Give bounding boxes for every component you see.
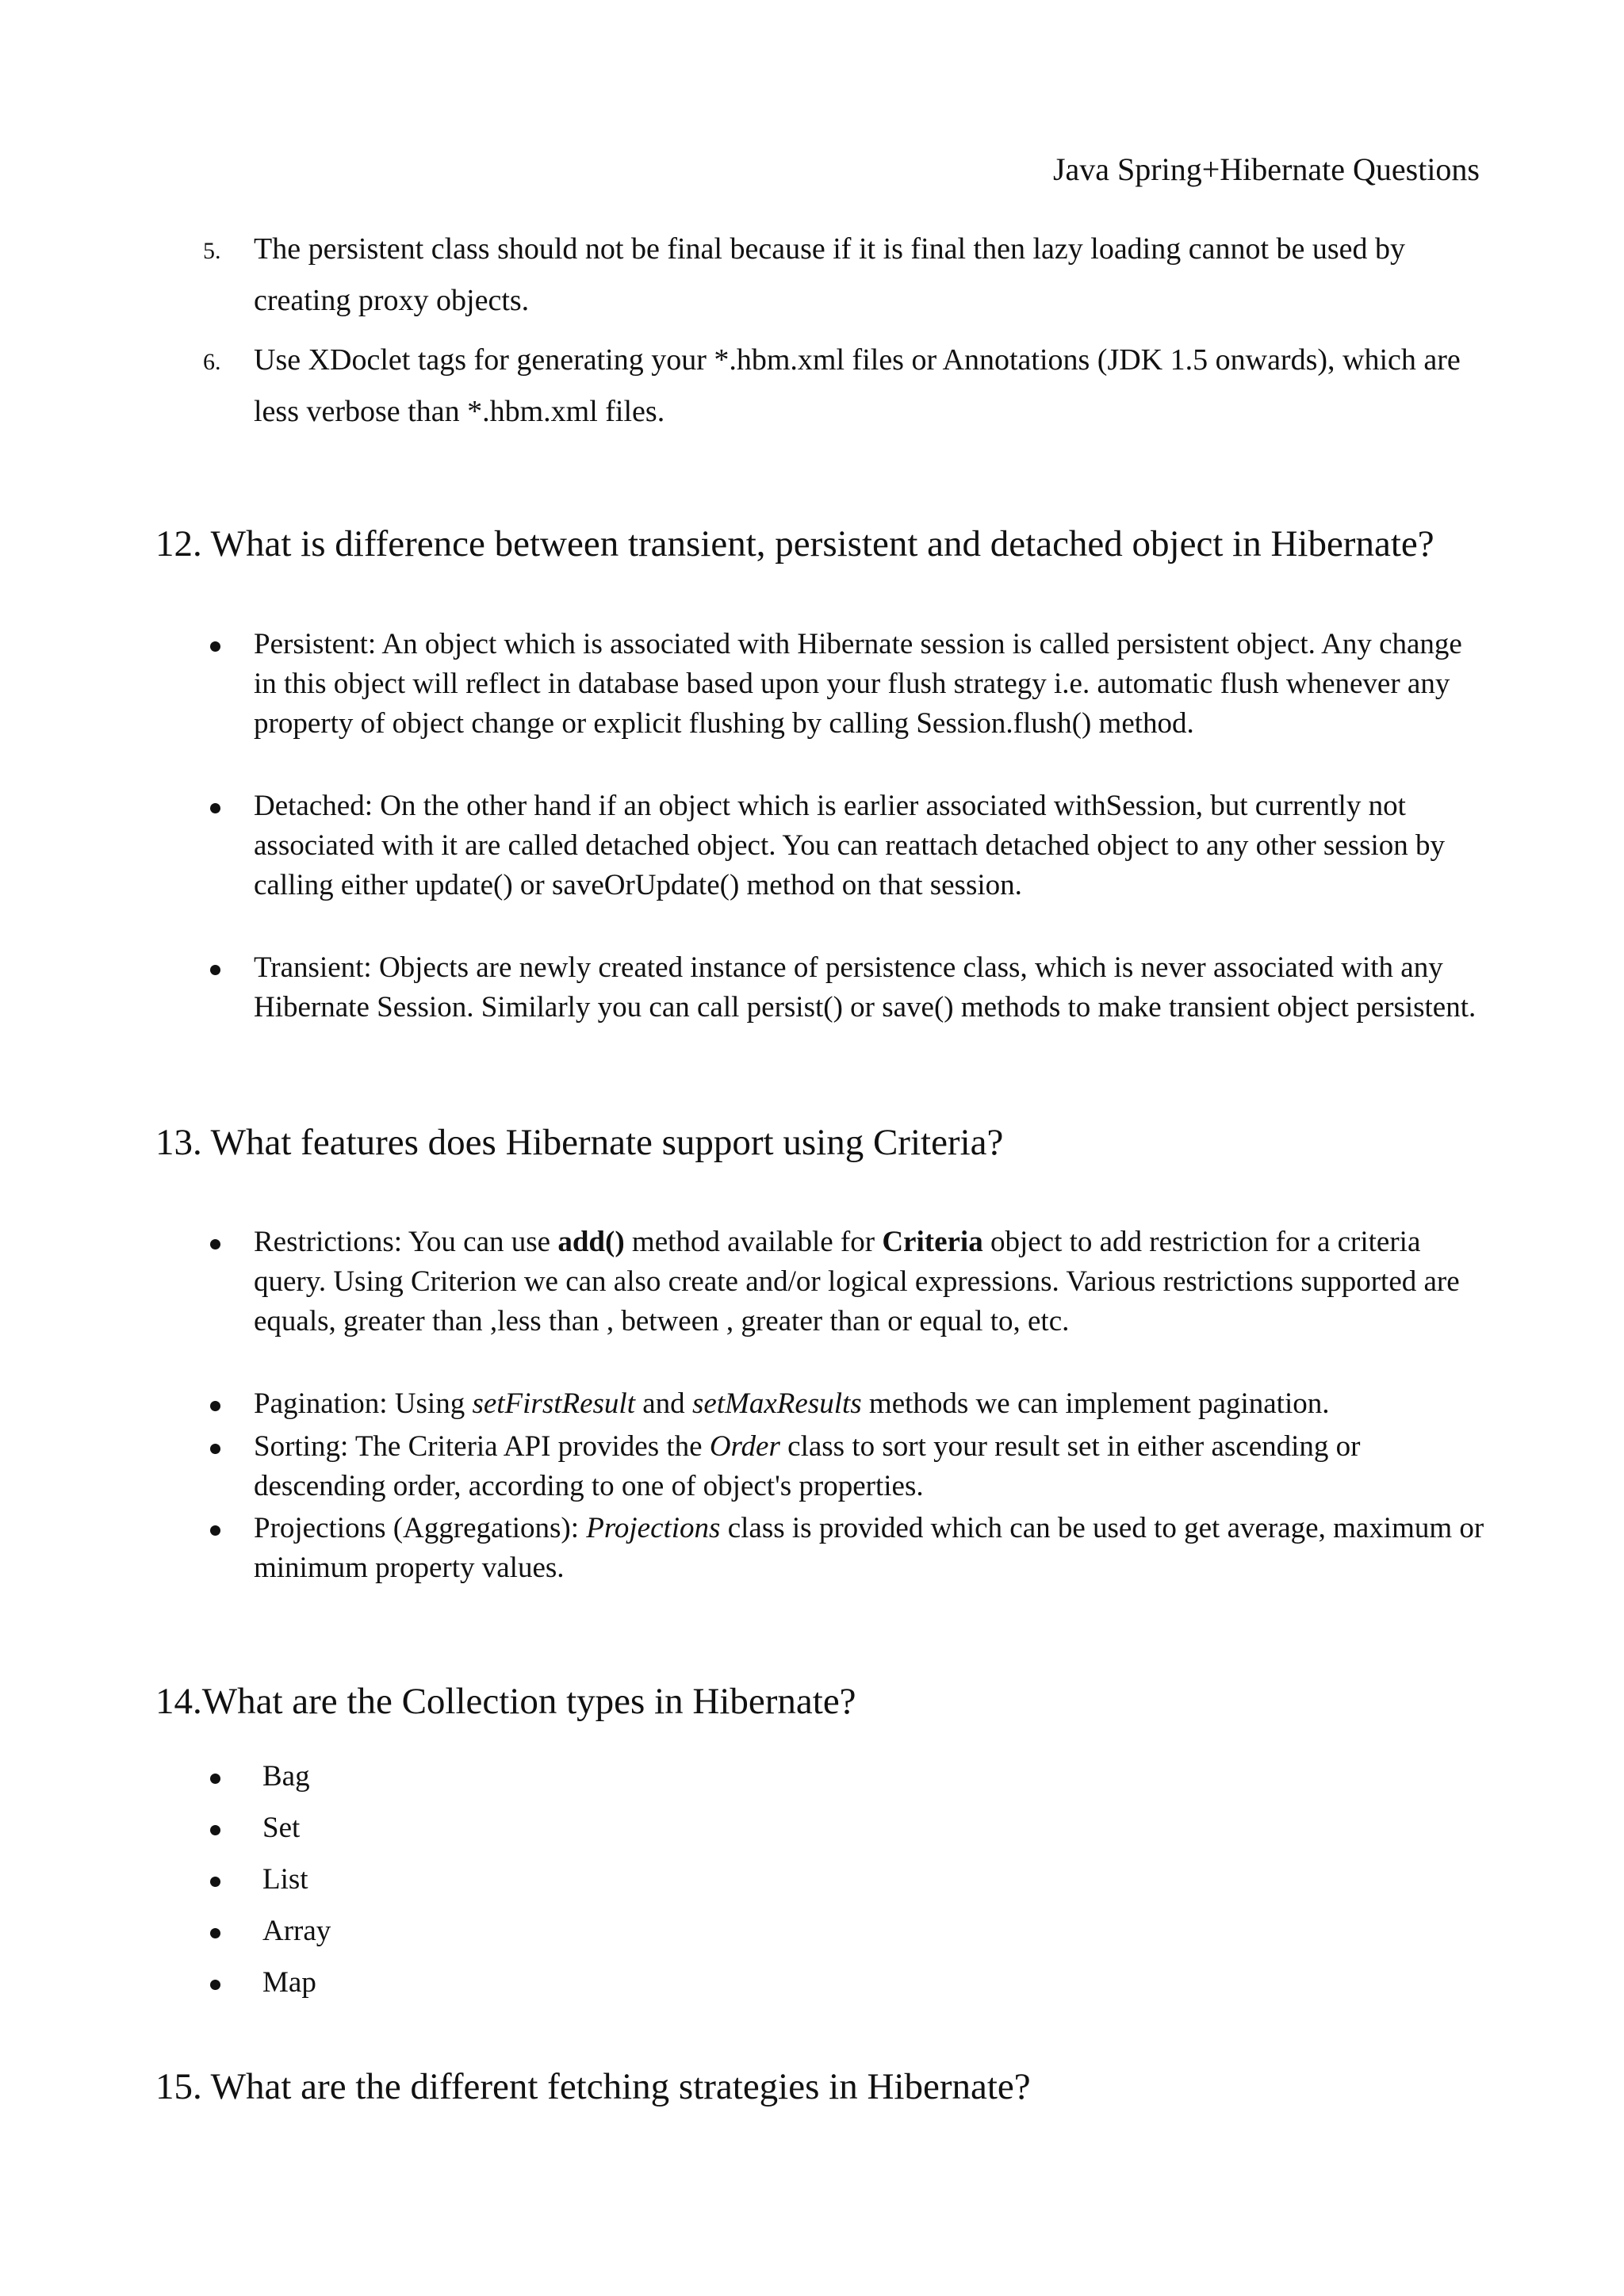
list-marker: 5. <box>203 238 221 264</box>
bullet-icon <box>210 1444 220 1454</box>
bullet-icon <box>210 1239 220 1249</box>
bullet-icon <box>210 1774 220 1784</box>
bullet-icon <box>210 1980 220 1990</box>
collection-item-label: Map <box>262 1966 316 1999</box>
bullet-icon <box>210 803 220 813</box>
question-13-heading: 13. What features does Hibernate support using Criteria? <box>155 1122 1004 1163</box>
bullet-icon <box>210 1877 220 1887</box>
bullet-icon <box>210 965 220 975</box>
bullet-text: Projections (Aggregations): Projections class is provided which can be used to get average, maximum or minimum property values. <box>254 1512 1484 1584</box>
question-15-heading: 15. What are the different fetching strategies in Hibernate? <box>155 2066 1031 2107</box>
collection-item-label: Bag <box>262 1760 310 1793</box>
bullet-text: Detached: On the other hand if an object which is earlier associated withSession, but currently not associated with it are called detached object. You can reattach detached object to any other session by calling either update() or saveOrUpdate() method on that session. <box>254 790 1446 901</box>
collection-item-set <box>262 1808 300 1848</box>
bullet-text: Sorting: The Criteria API provides the Order class to sort your result set in either ascending or descending order, according to one of object's properties. <box>254 1430 1361 1502</box>
bullet-detached <box>254 786 1491 905</box>
list-item-5 <box>203 224 1491 327</box>
bullet-sorting <box>254 1427 1491 1506</box>
list-item-6 <box>203 335 1491 438</box>
list-item-text: The persistent class should not be final because if it is final then lazy loading cannot be used by creating proxy objects. <box>254 232 1406 317</box>
bullet-icon <box>210 1525 220 1536</box>
bullet-icon <box>210 1825 220 1835</box>
bullet-text: Transient: Objects are newly created instance of persistence class, which is never associated with any Hibernate Session. Similarly you can call persist() or save() methods to make transient object persistent. <box>254 951 1477 1024</box>
collection-item-label: Set <box>262 1812 301 1844</box>
collection-item-list <box>262 1860 308 1900</box>
bullet-restrictions <box>254 1223 1491 1341</box>
collection-item-label: List <box>262 1863 308 1896</box>
bullet-icon <box>210 1928 220 1938</box>
question-14-heading: 14.What are the Collection types in Hibernate? <box>155 1681 856 1722</box>
bullet-pagination <box>254 1384 1491 1424</box>
bullet-text: Restrictions: You can use add() method available for Criteria object to add restriction for a criteria query. Using Criterion we can also create and/or logical expressions. Various restrictions supported are equals, greater than ,less than , between , greater than or equal to, etc. <box>254 1226 1460 1337</box>
list-marker: 6. <box>203 349 221 375</box>
collection-item-label: Array <box>262 1915 331 1947</box>
bullet-transient <box>254 948 1491 1027</box>
page-header-title: Java Spring+Hibernate Questions <box>1052 151 1480 187</box>
question-12-heading: 12. What is difference between transient, persistent and detached object in Hibernate? <box>155 523 1434 564</box>
bullet-text: Pagination: Using setFirstResult and setMaxResults methods we can implement pagination. <box>254 1387 1330 1420</box>
list-item-text: Use XDoclet tags for generating your *.hbm.xml files or Annotations (JDK 1.5 onwards), which are less verbose than *.hbm.xml files. <box>254 343 1461 428</box>
collection-item-map <box>262 1963 316 2003</box>
collection-item-array <box>262 1911 331 1951</box>
bullet-projections <box>254 1509 1491 1588</box>
bullet-text: Persistent: An object which is associated with Hibernate session is called persistent object. Any change in this object will reflect in database based upon your flush strategy i.e. automatic flush whenever any property of object change or explicit flushing by calling Session.flush() method. <box>254 628 1462 740</box>
collection-item-bag <box>262 1757 310 1797</box>
bullet-persistent <box>254 625 1491 744</box>
bullet-icon <box>210 641 220 652</box>
bullet-icon <box>210 1401 220 1411</box>
